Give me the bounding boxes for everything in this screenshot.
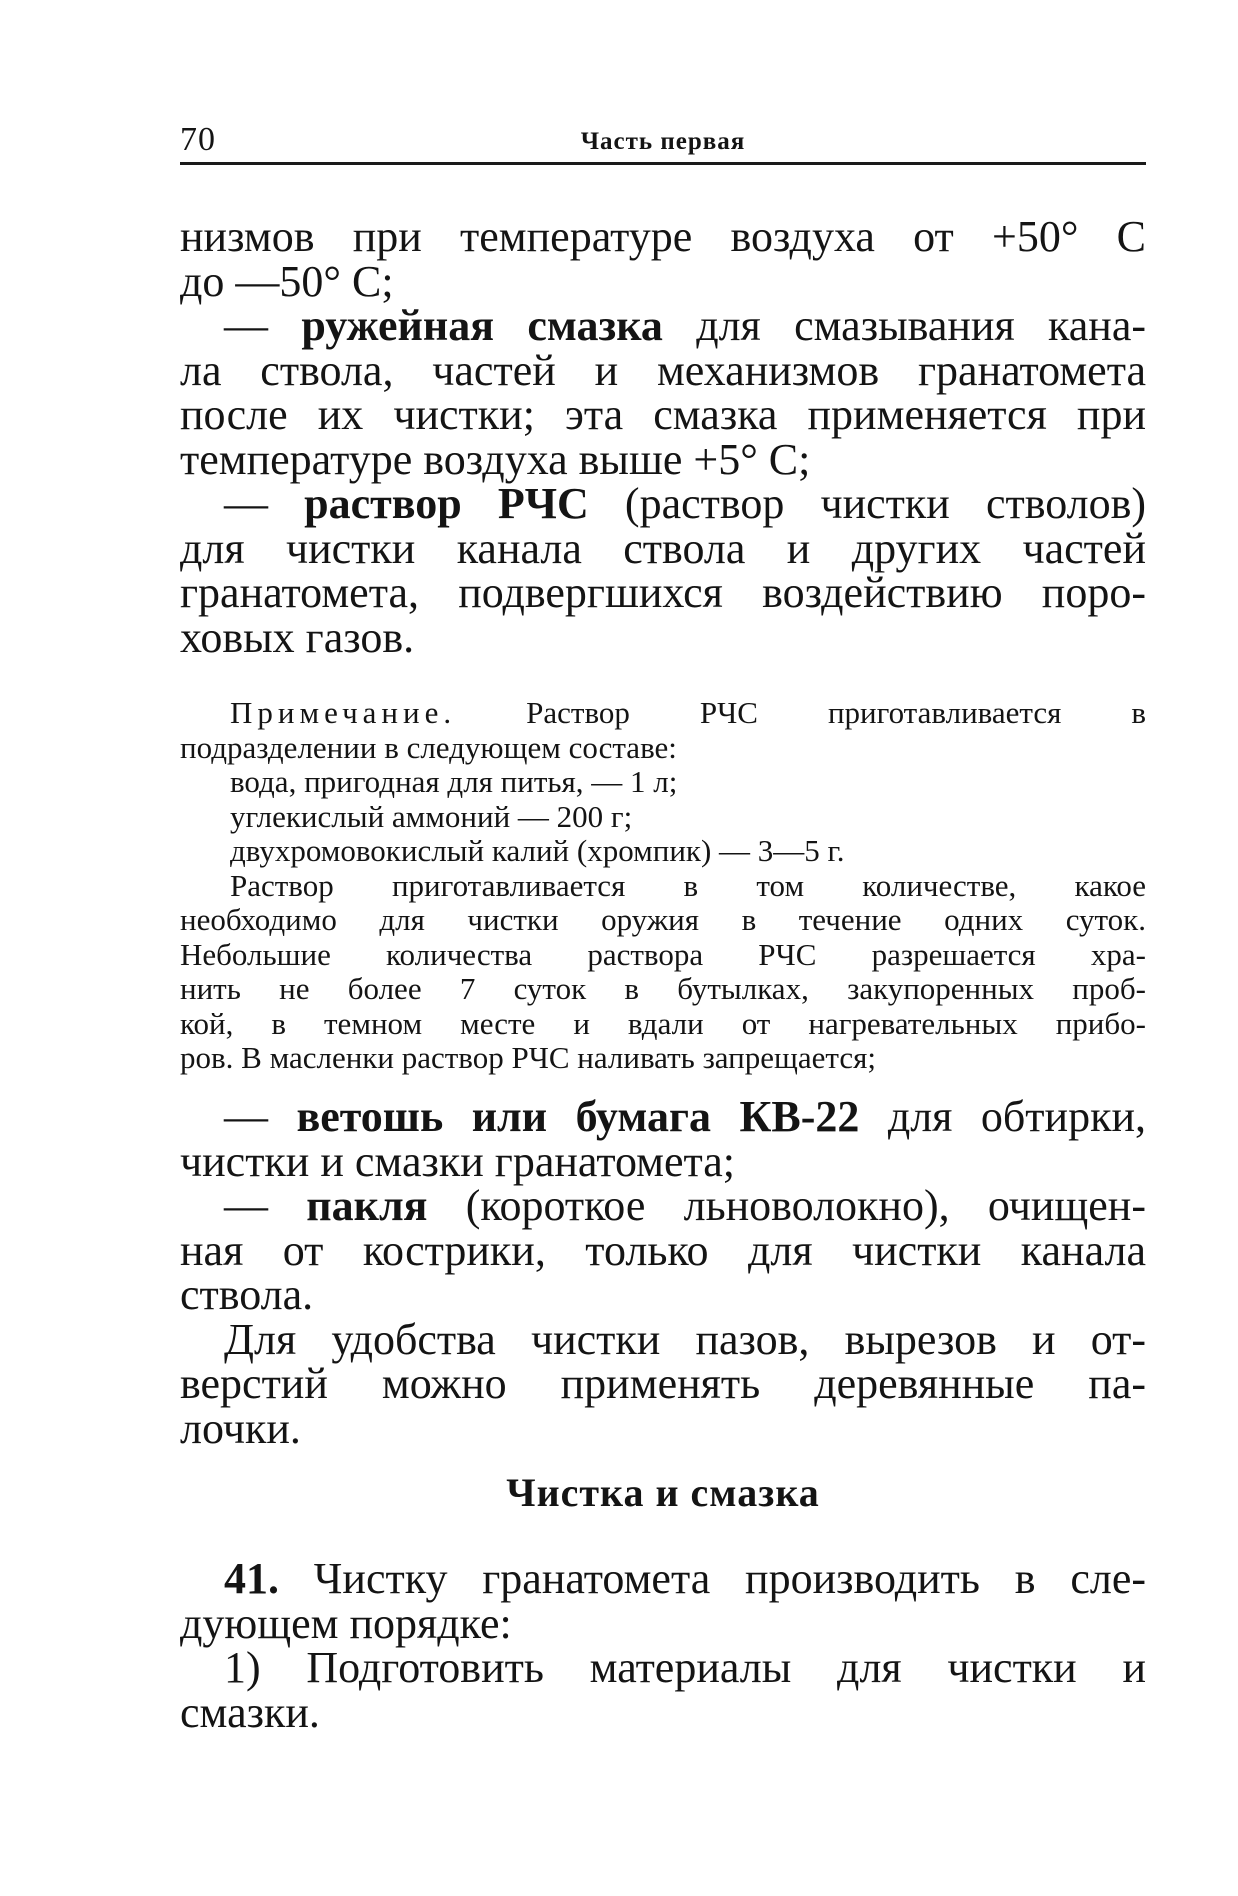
note-line: подразделении в следующем составе: [180,729,677,765]
note-block [180,696,1146,1076]
text-run: (раствор чистки стволов) [588,479,1147,528]
body-text-middle [180,1092,1146,1453]
text-line: Для удобства чистки пазов, вырезов и от- [224,1314,1146,1364]
text-line: смазки. [180,1687,320,1737]
text-line: дующем порядке: [180,1598,512,1648]
term-tow: пакля [306,1181,428,1230]
note-line: нить не более 7 суток в бутылках, закупоренных проб- [180,971,1146,1006]
text-line: для чистки канала ствола и других частей [180,523,1146,573]
note-line: Раствор приготавливается в том количестве, какое [230,867,1146,903]
step-1: 1) Подготовить материалы для чистки и [224,1643,1146,1692]
text-run: Раствор РЧС приготавливается в [456,695,1146,730]
note-line [180,696,1146,731]
text-run: для обтирки, [859,1092,1146,1141]
section-heading: Чистка и смазка [506,1470,820,1515]
page-number: 70 [180,121,216,158]
text-line: до —50° С; [180,256,394,306]
note-line: вода, пригодная для питья, — 1 л; [230,764,678,799]
body-text-top [180,212,1147,662]
paragraph-number: 41. [224,1554,279,1603]
list-item-rags [180,1092,1146,1141]
text-line: верстий можно применять деревянные па- [180,1359,1146,1408]
note-line: необходимо для чистки оружия в течение одних суток. [180,902,1146,937]
text-line: чистки и смазки гранатомета; [180,1136,736,1186]
note-line: ров. В масленки раствор РЧС наливать запрещается; [180,1040,876,1075]
text-line: ховых газов. [180,612,415,662]
list-item-tow [180,1181,1146,1230]
dash: — [224,479,305,528]
term-rchs-solution: раствор РЧС [304,479,589,528]
page-header [180,118,1146,165]
note-line: кой, в темном месте и вдали от нагревательных прибо- [180,1005,1146,1041]
text-run: Чистку гранатомета производить в сле- [279,1554,1146,1603]
note-label: Примечание. [230,695,457,730]
note-line: Небольшие количества раствора РЧС разрешается хра- [180,936,1146,972]
text-run: (короткое льноволокно), очищен- [427,1181,1146,1230]
term-gun-grease: ружейная смазка [301,301,663,350]
text-line: ствола. [180,1270,314,1319]
body-text-bottom [180,1554,1146,1737]
text-line: после их чистки; эта смазка применяется при [180,390,1146,439]
text-line: температуре воздуха выше +5° С; [180,434,811,484]
paragraph-41 [180,1554,1146,1603]
text-line: лочки. [180,1403,301,1453]
list-item-gun-grease [180,301,1146,350]
term-rags: ветошь или бумага КВ-22 [296,1092,860,1141]
text-line: ла ствола, частей и механизмов гранатомета [180,345,1146,395]
running-title: Часть первая [580,128,746,155]
text-line: ная от кострики, только для чистки канала [180,1225,1146,1275]
dash: — [224,1181,307,1230]
list-item-rchs-solution [180,479,1147,528]
dash: — [224,301,302,350]
note-line: двухромовокислый калий (хромпик) — 3—5 г. [230,833,845,868]
text-run: для смазывания кана- [662,301,1146,350]
text-line: гранатомета, подвергшихся воздействию поро- [180,568,1146,617]
text-line: низмов при температуре воздуха от +50° С [180,212,1146,261]
dash: — [224,1092,297,1141]
note-line: углекислый аммоний — 200 г; [230,798,633,834]
